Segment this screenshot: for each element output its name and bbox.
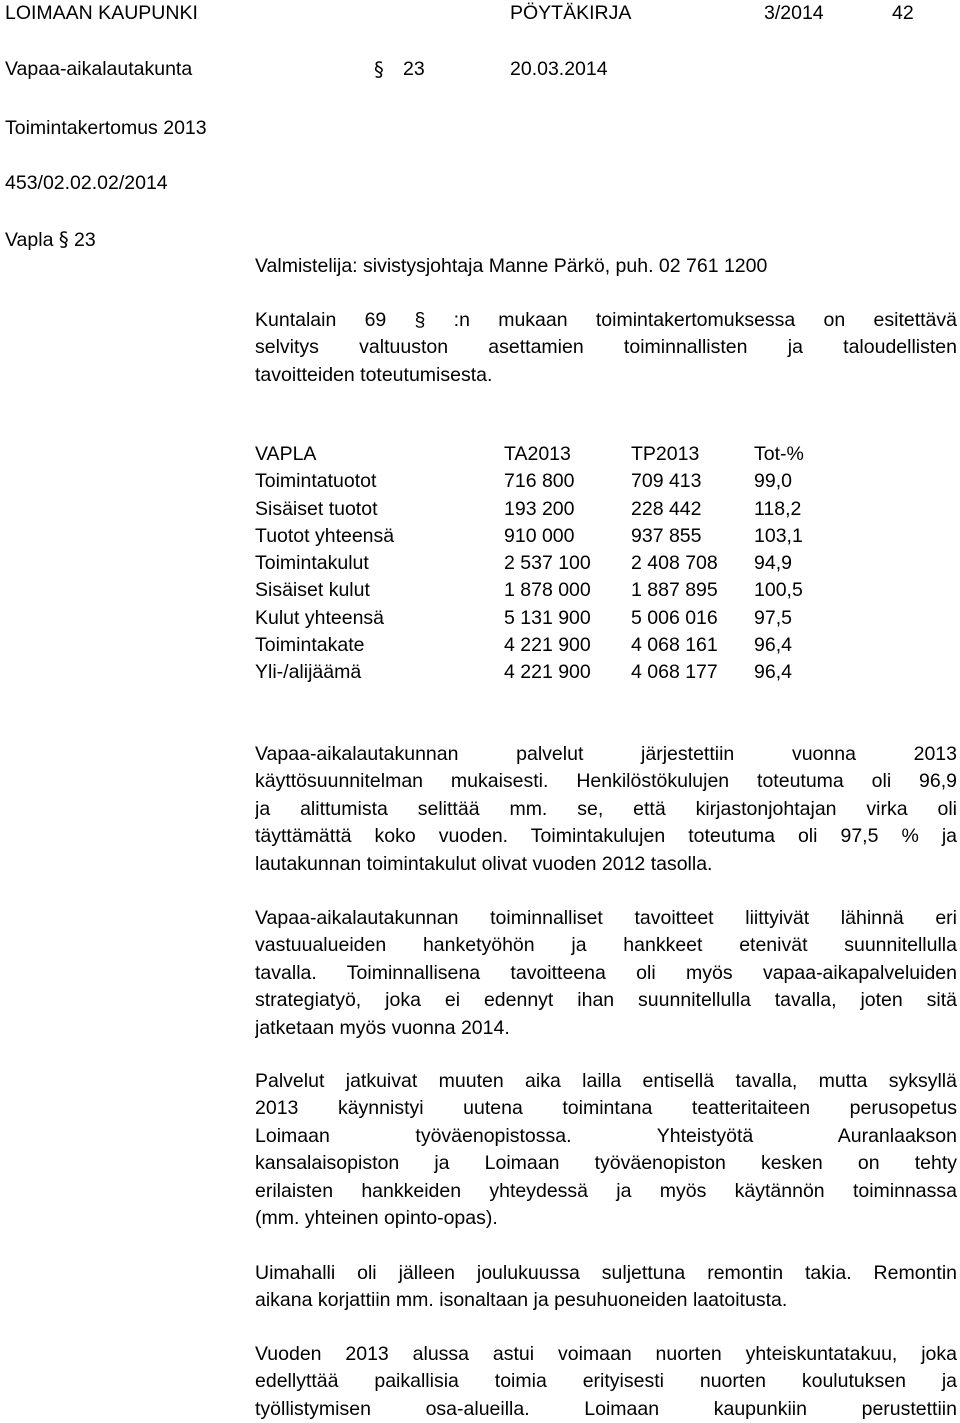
paragraph-line: Vuoden 2013 alussa astui voimaan nuorten yhteiskuntatakuu, joka: [255, 1343, 957, 1365]
table-cell: 118,2: [754, 497, 802, 520]
paragraph-line: strategiatyö, joka ei edennyt ihan suunnitellulla tavalla, joten sitä: [255, 989, 957, 1012]
table-cell: 4 068 177: [631, 661, 718, 684]
table-cell: Toimintakulut: [255, 552, 369, 575]
table-cell: 5 006 016: [631, 606, 718, 629]
table-cell: 716 800: [504, 470, 575, 493]
section-number: 23: [403, 58, 425, 80]
table-cell: 96,4: [754, 634, 792, 657]
table-cell: 2 408 708: [631, 552, 718, 575]
paragraph-line: vastuualueiden hanketyöhön ja hankkeet etenivät suunnitellulla: [255, 934, 957, 957]
preparer-line: Valmistelija: sivistysjohtaja Manne Pärkö, puh. 02 761 1200: [255, 255, 768, 277]
table-cell: 4 221 900: [504, 634, 591, 657]
table-cell: Kulut yhteensä: [255, 606, 385, 629]
body-paragraph: [255, 905, 957, 1042]
table-cell: Sisäiset kulut: [255, 579, 370, 602]
document-type: PÖYTÄKIRJA: [510, 2, 632, 24]
paragraph-line: jatketaan myös vuonna 2014.: [255, 1016, 510, 1039]
paragraph-line: Palvelut jatkuivat muuten aika lailla entisellä tavalla, mutta syksyllä: [255, 1070, 957, 1092]
table-cell: 1 878 000: [504, 579, 591, 602]
table-cell: 2 537 100: [504, 552, 591, 575]
intro-line: Kuntalain 69 § :n mukaan toimintakertomuksessa on esitettävä: [255, 309, 957, 331]
table-header: Tot-%: [754, 443, 804, 465]
table-cell: 100,5: [754, 579, 803, 602]
table-cell: Sisäiset tuotot: [255, 497, 378, 520]
table-row: [255, 605, 844, 632]
page-number: 42: [892, 2, 914, 24]
paragraph-line: tavalla. Toiminnallisena tavoitteena oli myös vapaa-aikapalveluiden: [255, 961, 957, 984]
financial-table: [255, 441, 844, 687]
table-cell: Tuotot yhteensä: [255, 524, 395, 547]
table-cell: 96,4: [754, 661, 792, 684]
table-header: TP2013: [631, 443, 700, 465]
table-cell: 5 131 900: [504, 606, 591, 629]
paragraph-line: työllistymisen osa-alueilla. Loimaan kaupunkiin perustettiin: [255, 1397, 957, 1420]
table-row: [255, 496, 844, 523]
intro-line: tavoitteiden toteutumisesta.: [255, 363, 493, 386]
table-header: TA2013: [504, 443, 571, 465]
record-id: 453/02.02.02/2014: [5, 172, 168, 194]
section-sign: §: [374, 58, 384, 81]
table-row: [255, 632, 844, 659]
paragraph-line: erilaisten hankkeiden yhteydessä ja myös käytännön toiminnassa: [255, 1179, 957, 1202]
table-cell: 228 442: [631, 497, 702, 520]
table-cell: 937 855: [631, 524, 702, 547]
table-cell: 1 887 895: [631, 579, 718, 602]
intro-line: selvitys valtuuston asettamien toiminnallisten ja taloudellisten: [255, 336, 957, 359]
table-row: [255, 523, 844, 550]
body-paragraph: [255, 741, 957, 878]
item-reference-number: 23: [74, 229, 96, 251]
body-paragraph: [255, 1341, 957, 1423]
paragraph-line: kansalaisopiston ja Loimaan työväenopiston kesken on tehty: [255, 1152, 957, 1175]
paragraph-line: edellyttää paikallisia toimia erityisesti nuorten koulutuksen ja: [255, 1370, 957, 1393]
table-cell: Yli-/alijäämä: [255, 661, 362, 684]
table-cell: 709 413: [631, 470, 702, 493]
municipality-name: LOIMAAN KAUPUNKI: [5, 2, 198, 24]
paragraph-line: (mm. yhteinen opinto-opas).: [255, 1206, 498, 1229]
committee-name: Vapaa-aikalautakunta: [5, 58, 193, 80]
item-reference: [5, 226, 96, 254]
table-cell: Toimintakate: [255, 634, 365, 657]
table-header: VAPLA: [255, 443, 317, 465]
body-paragraph: [255, 1068, 957, 1232]
paragraph-line: Vapaa-aikalautakunnan toiminnalliset tavoitteet liittyivät lähinnä eri: [255, 907, 957, 929]
paragraph-line: lautakunnan toimintakulut olivat vuoden 2012 tasolla.: [255, 852, 713, 875]
table-cell: Toimintatuotot: [255, 470, 377, 493]
table-row: [255, 550, 844, 577]
table-row: [255, 659, 844, 686]
paragraph-line: Uimahalli oli jälleen joulukuussa suljettuna remontin takia. Remontin: [255, 1262, 957, 1284]
document-number: 3/2014: [764, 2, 824, 24]
page-title: Toimintakertomus 2013: [5, 117, 207, 139]
paragraph-line: täyttämättä koko vuoden. Toimintakulujen toteutuma oli 97,5 % ja: [255, 825, 957, 848]
table-cell: 103,1: [754, 524, 803, 547]
table-cell: 193 200: [504, 497, 575, 520]
table-cell: 99,0: [754, 470, 792, 493]
table-cell: 4 068 161: [631, 634, 718, 657]
table-row: [255, 577, 844, 604]
intro-paragraph: [255, 307, 957, 389]
item-reference-section-sign: §: [58, 228, 69, 251]
table-row: [255, 468, 844, 495]
paragraph-line: ja alittumista selittää mm. se, että kirjastonjohtajan virka oli: [255, 797, 957, 820]
paragraph-line: Vapaa-aikalautakunnan palvelut järjestettiin vuonna 2013: [255, 743, 957, 765]
table-cell: 4 221 900: [504, 661, 591, 684]
paragraph-line: käyttösuunnitelman mukaisesti. Henkilöstökulujen toteutuma oli 96,9: [255, 770, 957, 793]
paragraph-line: Loimaan työväenopistossa. Yhteistyötä Auranlaakson: [255, 1124, 957, 1147]
table-cell: 94,9: [754, 552, 792, 575]
paragraph-line: aikana korjattiin mm. isonaltaan ja pesuhuoneiden laatoitusta.: [255, 1289, 788, 1312]
paragraph-line: 2013 käynnistyi uutena toimintana teatteritaiteen perusopetus: [255, 1097, 957, 1120]
body-paragraph: [255, 1260, 957, 1315]
meeting-date: 20.03.2014: [510, 58, 608, 80]
item-reference-label: Vapla: [5, 229, 54, 251]
table-cell: 910 000: [504, 524, 575, 547]
table-header-row: [255, 441, 844, 468]
table-cell: 97,5: [754, 606, 792, 629]
